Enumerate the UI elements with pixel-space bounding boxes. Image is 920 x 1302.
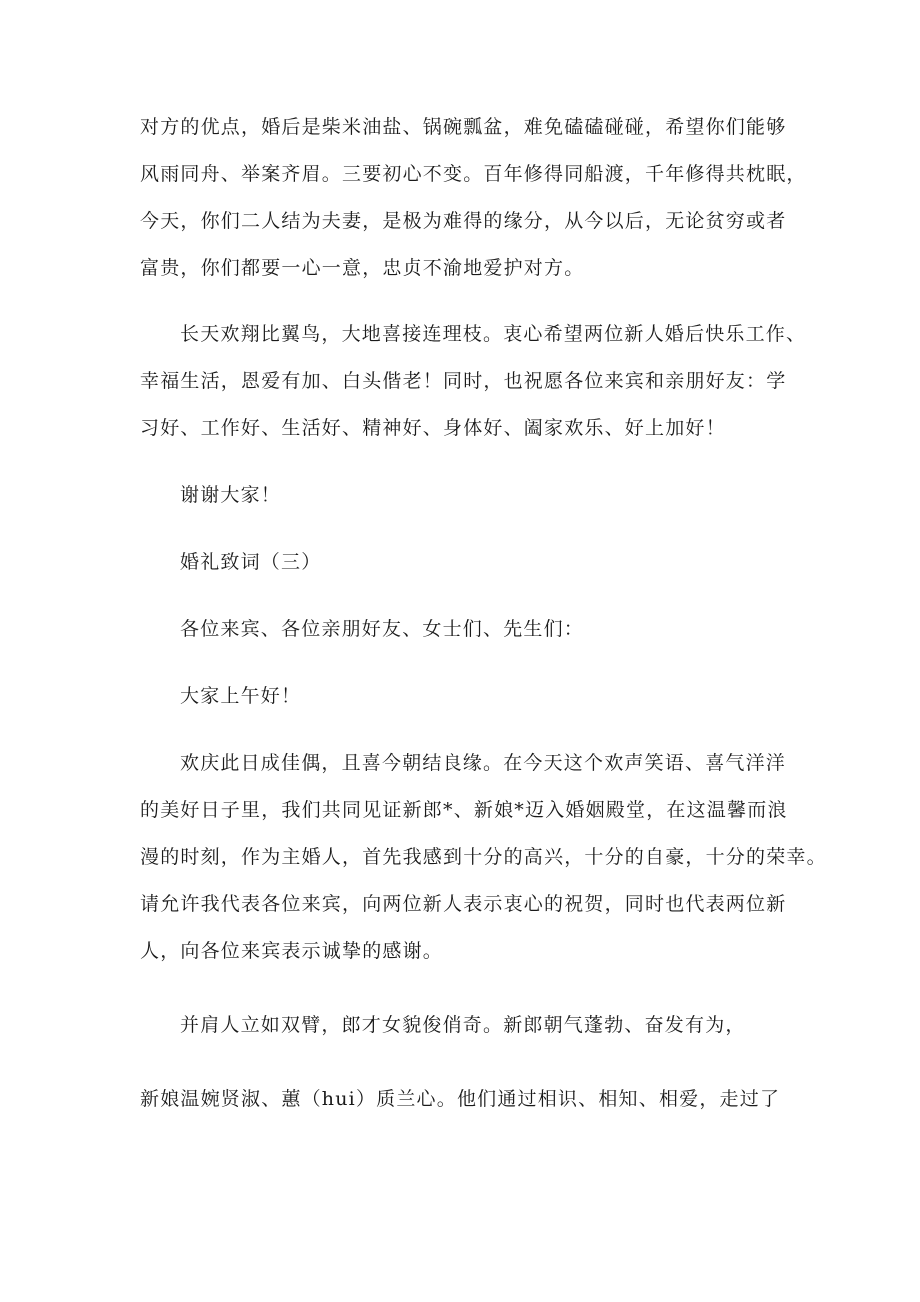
text-line: 富贵，你们都要一心一意，忠贞不渝地爱护对方。 [140,257,585,279]
text-line: 今天，你们二人结为夫妻，是极为难得的缘分，从今以后，无论贫穷或者 [140,210,787,232]
text-line: 欢庆此日成佳偶，且喜今朝结良缘。在今天这个欢声笑语、喜气洋洋 [180,752,787,774]
text-line: 对方的优点，婚后是柴米油盐、锅碗瓢盆，难免磕磕碰碰，希望你们能够 [140,116,787,138]
text-line: 新娘温婉贤淑、蕙（hui）质兰心。他们通过相识、相知、相爱，走过了 [140,1088,781,1110]
paragraph-duties-end [140,104,807,292]
text-line: 大家上午好！ [180,685,302,707]
paragraph-couple-cont [140,1076,786,1123]
paragraph-thanks [140,472,786,519]
section-heading [140,539,786,586]
text-line: 请允许我代表各位来宾，向两位新人表示衷心的祝贺，同时也代表两位新 [140,893,787,915]
document-page [140,104,827,1123]
text-line: 的美好日子里，我们共同见证新郎*、新娘*迈入婚姻殿堂，在这温馨而浪 [140,799,788,821]
text-line: 漫的时刻，作为主婚人，首先我感到十分的高兴，十分的自豪，十分的荣幸。 [140,846,827,868]
text-line: 幸福生活，恩爱有加、白头偕老！同时，也祝愿各位来宾和亲朋好友：学 [140,370,787,392]
text-line: 长天欢翔比翼鸟，大地喜接连理枝。衷心希望两位新人婚后快乐工作、 [180,323,807,345]
paragraph-celebration [140,740,827,975]
paragraph-greeting [140,673,786,720]
text-line: 并肩人立如双臂，郎才女貌俊俏奇。新郎朝气蓬勃、奋发有为， [180,1014,746,1036]
paragraph-blessing [140,311,807,452]
paragraph-salutation [140,606,786,653]
text-line: 人，向各位来宾表示诚挚的感谢。 [140,940,444,962]
heading-text: 婚礼致词（三） [180,551,322,573]
text-line: 习好、工作好、生活好、精神好、身体好、阖家欢乐、好上加好！ [140,417,726,439]
text-line: 各位来宾、各位亲朋好友、女士们、先生们： [180,618,585,640]
text-line: 谢谢大家！ [180,484,282,506]
paragraph-couple [140,1002,786,1049]
text-line: 风雨同舟、举案齐眉。三要初心不变。百年修得同船渡，千年修得共枕眠， [140,163,807,185]
